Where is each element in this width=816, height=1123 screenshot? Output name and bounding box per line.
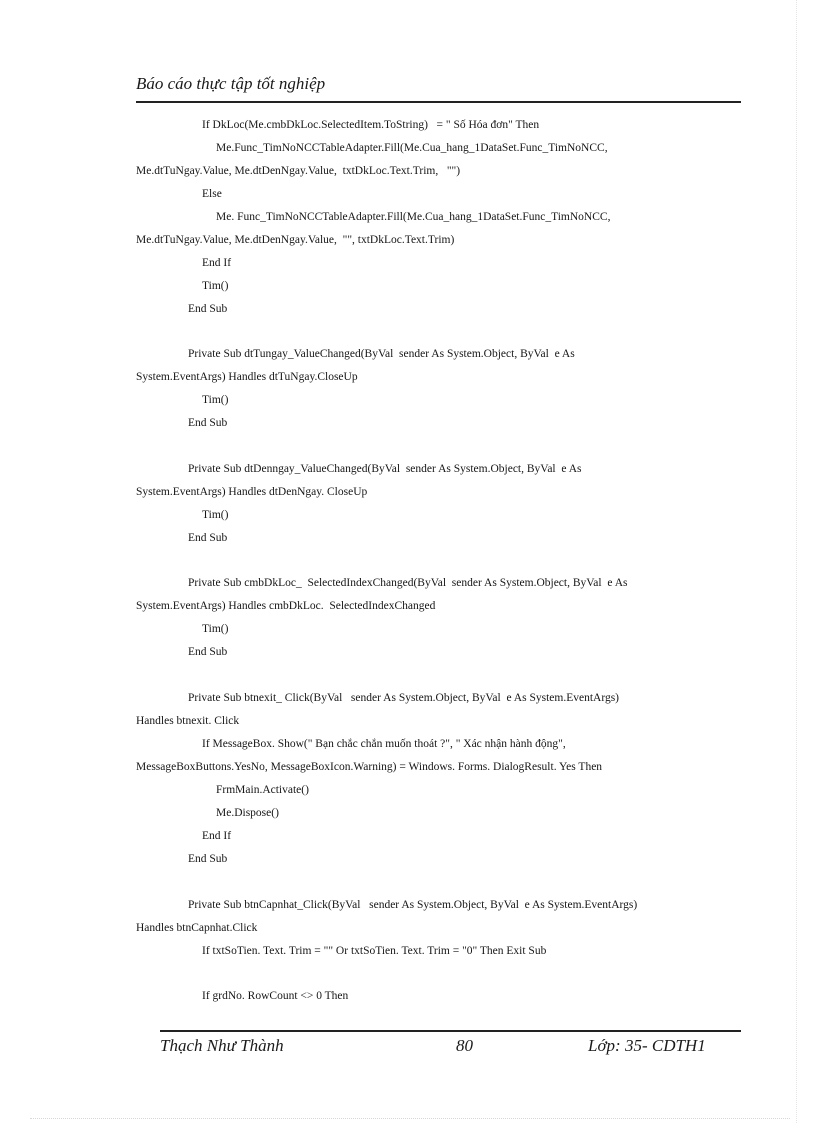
code-line: Me.Func_TimNoNCCTableAdapter.Fill(Me.Cua_hang_1DataSet.Func_TimNoNCC,: [216, 142, 608, 154]
code-line: Private Sub dtDenngay_ValueChanged(ByVal sender As System.Object, ByVal e As: [188, 463, 582, 475]
header-divider: [136, 101, 741, 103]
code-line: Tim(): [202, 623, 229, 635]
page-header-title: Báo cáo thực tập tốt nghiệp: [136, 74, 326, 93]
page-right-dotted-border: [796, 0, 797, 1123]
code-line: Tim(): [202, 394, 229, 406]
code-line: Handles btnCapnhat.Click: [136, 922, 258, 934]
code-line: FrmMain.Activate(): [216, 784, 309, 796]
code-line: Me.dtTuNgay.Value, Me.dtDenNgay.Value, txtDkLoc.Text.Trim, ""): [136, 165, 461, 177]
code-line: If DkLoc(Me.cmbDkLoc.SelectedItem.ToString) = " Số Hóa đơn" Then: [202, 119, 540, 131]
footer-page-number: 80: [456, 1036, 473, 1055]
code-line: If grdNo. RowCount <> 0 Then: [202, 990, 349, 1002]
code-line: System.EventArgs) Handles dtDenNgay. CloseUp: [136, 486, 368, 498]
code-line: Me.dtTuNgay.Value, Me.dtDenNgay.Value, "", txtDkLoc.Text.Trim): [136, 234, 455, 246]
footer-divider: [160, 1030, 741, 1032]
code-line: Tim(): [202, 509, 229, 521]
code-line: End Sub: [188, 417, 228, 429]
code-line: Me.Dispose(): [216, 807, 279, 819]
code-line: Private Sub btnCapnhat_Click(ByVal sender As System.Object, ByVal e As System.EventArgs): [188, 899, 638, 911]
code-line: System.EventArgs) Handles cmbDkLoc. SelectedIndexChanged: [136, 600, 436, 612]
code-line: Private Sub btnexit_ Click(ByVal sender As System.Object, ByVal e As System.EventArgs): [188, 692, 620, 704]
code-line: MessageBoxButtons.YesNo, MessageBoxIcon.Warning) = Windows. Forms. DialogResult. Yes Then: [136, 761, 603, 773]
code-line: Private Sub dtTungay_ValueChanged(ByVal sender As System.Object, ByVal e As: [188, 348, 575, 360]
code-line: Tim(): [202, 280, 229, 292]
code-line: If MessageBox. Show(" Bạn chắc chắn muốn thoát ?", " Xác nhận hành động",: [202, 738, 566, 750]
code-line: Private Sub cmbDkLoc_ SelectedIndexChanged(ByVal sender As System.Object, ByVal e As: [188, 577, 628, 589]
code-line: Me. Func_TimNoNCCTableAdapter.Fill(Me.Cua_hang_1DataSet.Func_TimNoNCC,: [216, 211, 611, 223]
code-line: Else: [202, 188, 222, 200]
code-line: End Sub: [188, 853, 228, 865]
code-line: End Sub: [188, 303, 228, 315]
footer-author: Thạch Như Thành: [160, 1036, 284, 1055]
code-line: End Sub: [188, 646, 228, 658]
code-line: Handles btnexit. Click: [136, 715, 240, 727]
footer-class-label: Lớp: 35- CDTH1: [588, 1036, 706, 1055]
code-line: If txtSoTien. Text. Trim = "" Or txtSoTien. Text. Trim = "0" Then Exit Sub: [202, 945, 547, 957]
code-line: End If: [202, 257, 232, 269]
code-line: System.EventArgs) Handles dtTuNgay.CloseUp: [136, 371, 358, 383]
code-line: End If: [202, 830, 232, 842]
code-line: End Sub: [188, 532, 228, 544]
page-bottom-dotted-border: [30, 1118, 790, 1119]
